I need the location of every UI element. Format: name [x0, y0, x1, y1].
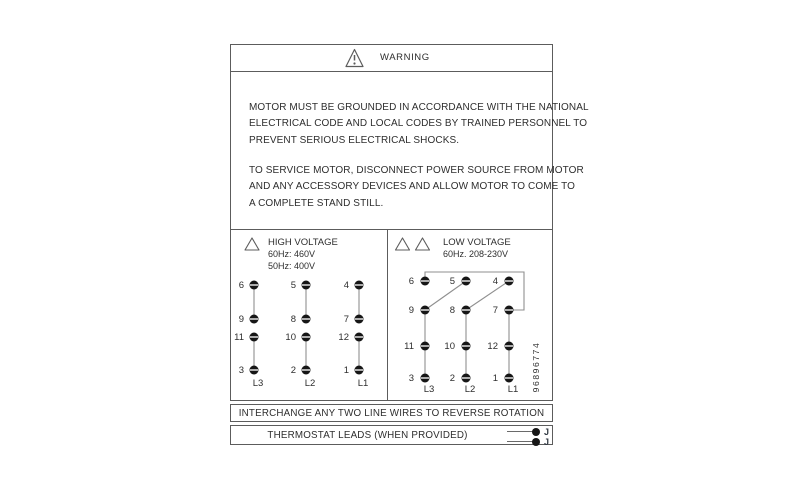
interchange-instruction-box [230, 404, 553, 422]
lv-terminal-6: 6 [408, 276, 414, 287]
hv-terminal-6: 6 [238, 280, 244, 291]
thermostat-leads-box [230, 425, 553, 445]
motor-warning-label [230, 44, 589, 401]
hv-terminal-3: 3 [238, 365, 244, 376]
hv-line-l2: L2 [304, 378, 316, 389]
lv-triangle-icon-1 [394, 237, 411, 251]
thermostat-lead-terminal-dot [532, 438, 540, 446]
part-number-vertical: 96896774 [531, 341, 541, 393]
hv-terminal-2: 2 [290, 365, 296, 376]
lv-line-l1: L1 [507, 384, 519, 395]
service-warning-line-3: A COMPLETE STAND STILL. [249, 197, 384, 209]
warning-triangle-icon [345, 48, 364, 68]
lv-terminal-1: 1 [492, 373, 498, 384]
lv-terminal-dots [421, 277, 514, 383]
hv-terminal-11: 11 [234, 332, 244, 343]
lv-line-l3: L3 [423, 384, 435, 395]
hv-terminal-numbers [234, 280, 349, 376]
hv-terminal-8: 8 [290, 314, 296, 325]
thermostat-lead-label-j1: J [543, 426, 549, 437]
ground-warning-line-1: MOTOR MUST BE GROUNDED IN ACCORDANCE WITH THE NATIONAL [249, 102, 589, 113]
thermostat-lead-1 [507, 427, 549, 436]
service-warning-paragraph [249, 163, 584, 212]
hv-terminal-9: 9 [238, 314, 244, 325]
hv-terminal-7: 7 [343, 314, 349, 325]
hv-line-l1: L1 [357, 378, 369, 389]
lv-terminal-12: 12 [487, 341, 498, 352]
service-warning-line-1: TO SERVICE MOTOR, DISCONNECT POWER SOURCE FROM MOTOR [249, 165, 584, 176]
service-warning-line-2: AND ANY ACCESSORY DEVICES AND ALLOW MOTOR TO COME TO [249, 181, 576, 193]
lv-line-l2: L2 [464, 384, 476, 395]
hv-line-l3: L3 [252, 378, 264, 389]
interchange-instruction-text: INTERCHANGE ANY TWO LINE WIRES TO REVERSE ROTATION [238, 408, 545, 419]
lv-terminal-3: 3 [408, 373, 414, 384]
hv-freq-60: 60Hz: 460V [268, 249, 316, 259]
hv-terminal-4: 4 [343, 280, 349, 291]
lv-terminal-4: 4 [492, 276, 498, 287]
lv-terminal-8: 8 [449, 305, 455, 316]
hv-freq-50: 50Hz: 400V [268, 261, 316, 271]
lv-triangle-icon-2 [414, 237, 431, 251]
lv-terminal-5: 5 [449, 276, 455, 287]
hv-terminal-1: 1 [343, 365, 349, 376]
lv-terminal-slits [421, 281, 513, 378]
hv-wires [254, 285, 359, 370]
warning-title: WARNING [380, 52, 430, 63]
ground-warning-line-3: PREVENT SERIOUS ELECTRICAL SHOCKS. [249, 134, 460, 146]
lv-terminal-10: 10 [444, 341, 455, 352]
lv-terminal-11: 11 [404, 341, 414, 352]
hv-title: HIGH VOLTAGE [268, 237, 338, 248]
lv-terminal-2: 2 [449, 373, 455, 384]
lv-wires [425, 272, 524, 378]
hv-terminal-10: 10 [285, 332, 296, 343]
thermostat-lead-wire [507, 431, 533, 432]
lv-terminal-9: 9 [408, 305, 414, 316]
warning-header [231, 45, 552, 72]
hv-line-labels [253, 378, 369, 389]
lv-line-labels [424, 384, 519, 395]
hv-triangle-icon [244, 237, 260, 251]
lv-terminal-7: 7 [492, 305, 498, 316]
ground-warning-line-2: ELECTRICAL CODE AND LOCAL CODES BY TRAINED PERSONNEL TO [249, 118, 588, 130]
hv-terminal-12: 12 [338, 332, 349, 343]
thermostat-leads-text: THERMOSTAT LEADS (WHEN PROVIDED) [267, 430, 468, 441]
thermostat-lead-wire [507, 441, 533, 442]
wiring-diagrams-section [231, 229, 552, 400]
thermostat-lead-terminal-dot [532, 428, 540, 436]
ground-warning-paragraph [249, 100, 589, 149]
lv-title: LOW VOLTAGE [443, 237, 511, 248]
thermostat-lead-2 [507, 437, 549, 446]
low-voltage-panel [388, 230, 552, 400]
hv-terminal-5: 5 [290, 280, 296, 291]
high-voltage-panel [231, 230, 388, 400]
thermostat-lead-label-j2: J [543, 436, 549, 447]
lv-freq-60: 60Hz. 208-230V [443, 249, 509, 259]
